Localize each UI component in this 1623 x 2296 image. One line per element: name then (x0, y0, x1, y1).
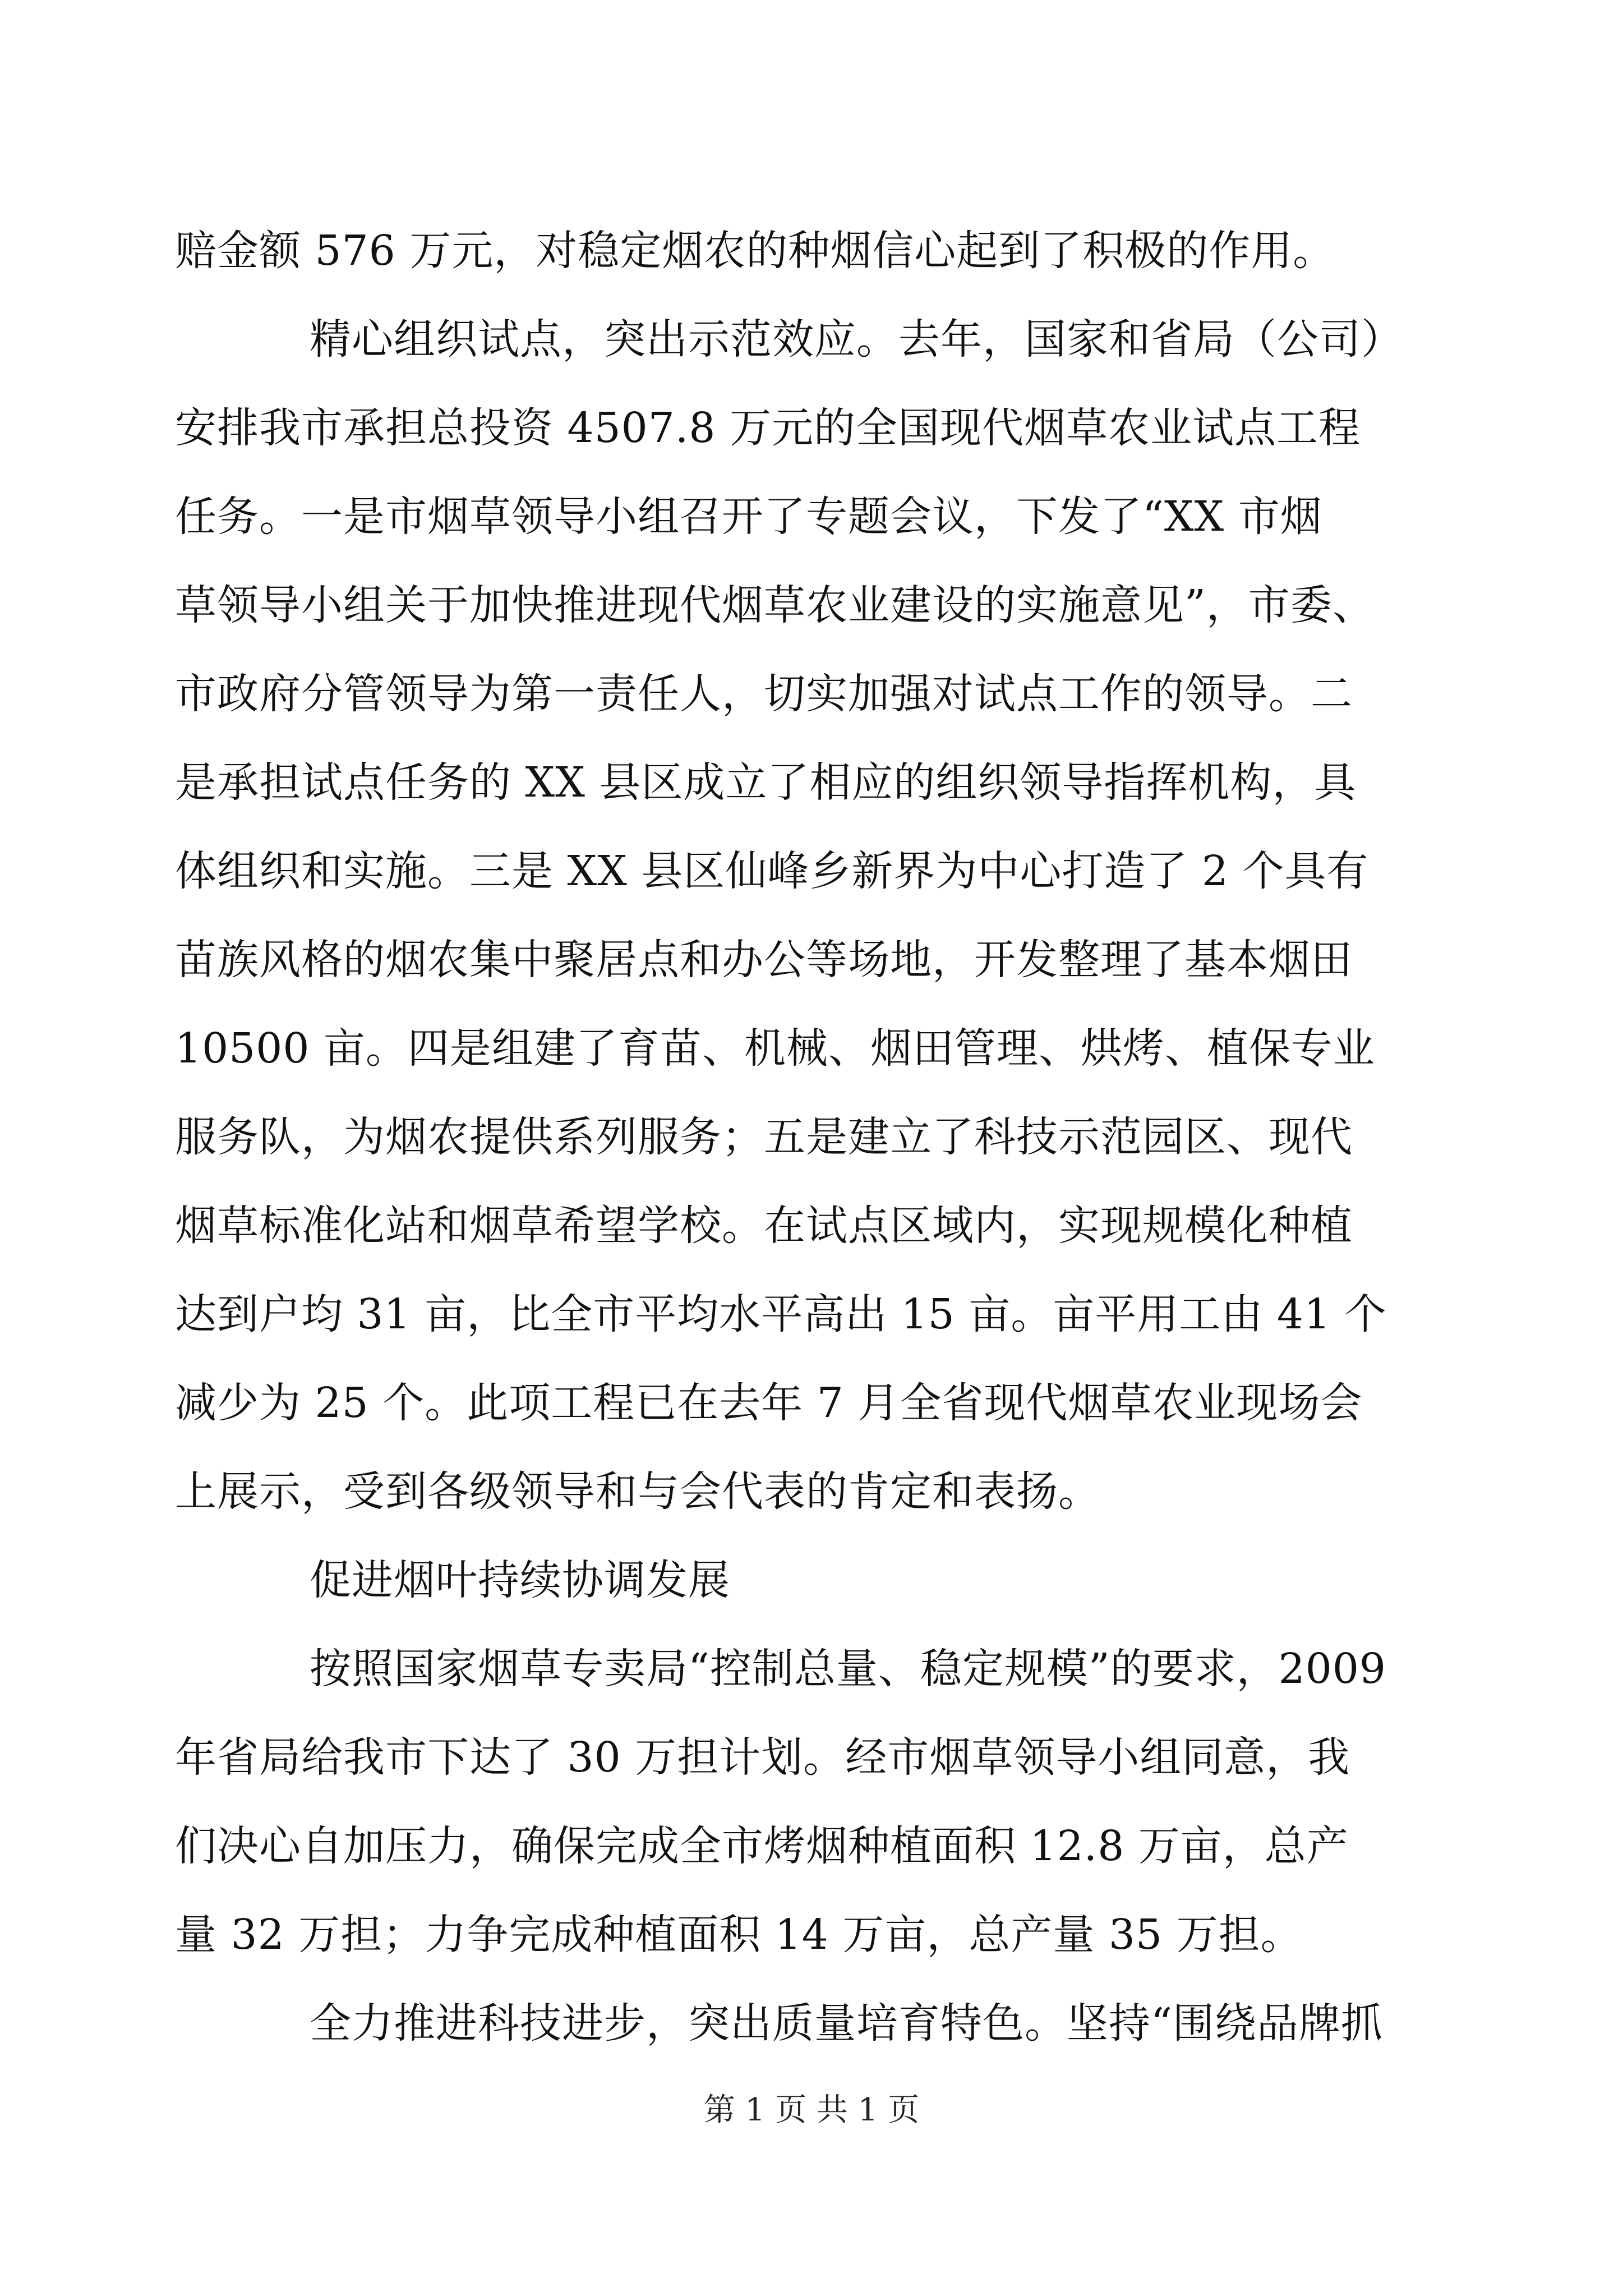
paragraph-start-line: 按照国家烟草专卖局“控制总量、稳定规模”的要求，2009 (310, 1645, 1386, 1693)
text-line: 任务。一是市烟草领导小组召开了专题会议，下发了“XX 市烟 (175, 493, 1322, 541)
text-line: 量 32 万担；力争完成种植面积 14 万亩，总产量 35 万担。 (175, 1911, 1303, 1959)
text-line: 达到户均 31 亩，比全市平均水平高出 15 亩。亩平用工由 41 个 (175, 1290, 1387, 1338)
section-heading: 促进烟叶持续协调发展 (310, 1556, 730, 1604)
text-line: 上展示，受到各级领导和与会代表的肯定和表扬。 (175, 1467, 1100, 1516)
document-body (175, 206, 1449, 2068)
text-line: 10500 亩。四是组建了育苗、机械、烟田管理、烘烤、植保专业 (175, 1024, 1375, 1073)
paragraph-start-line: 精心组织试点，突出示范效应。去年，国家和省局（公司） (310, 315, 1403, 364)
text-line: 市政府分管领导为第一责任人，切实加强对试点工作的领导。二 (175, 670, 1353, 718)
text-line: 赔金额 576 万元，对稳定烟农的种烟信心起到了积极的作用。 (175, 227, 1335, 275)
text-line: 安排我市承担总投资 4507.8 万元的全国现代烟草农业试点工程 (175, 404, 1361, 452)
text-line: 减少为 25 个。此项工程已在去年 7 月全省现代烟草农业现场会 (175, 1379, 1363, 1427)
text-line: 们决心自加压力，确保完成全市烤烟种植面积 12.8 万亩，总产 (175, 1822, 1349, 1870)
text-line: 体组织和实施。三是 XX 县区仙峰乡新界为中心打造了 2 个具有 (175, 847, 1369, 895)
text-line: 草领导小组关于加快推进现代烟草农业建设的实施意见”，市委、 (175, 581, 1375, 629)
text-line: 是承担试点任务的 XX 县区成立了相应的组织领导指挥机构，具 (175, 758, 1357, 807)
text-line: 服务队，为烟农提供系列服务；五是建立了科技示范园区、现代 (175, 1113, 1353, 1161)
page-number-footer: 第 1 页 共 1 页 (703, 2092, 920, 2128)
paragraph-start-line: 全力推进科技进步，突出质量培育特色。坚持“围绕品牌抓 (310, 1999, 1383, 2047)
text-line: 苗族风格的烟农集中聚居点和办公等场地，开发整理了基本烟田 (175, 936, 1353, 984)
text-line: 烟草标准化站和烟草希望学校。在试点区域内，实现规模化种植 (175, 1202, 1353, 1250)
text-line: 年省局给我市下达了 30 万担计划。经市烟草领导小组同意，我 (175, 1733, 1350, 1782)
